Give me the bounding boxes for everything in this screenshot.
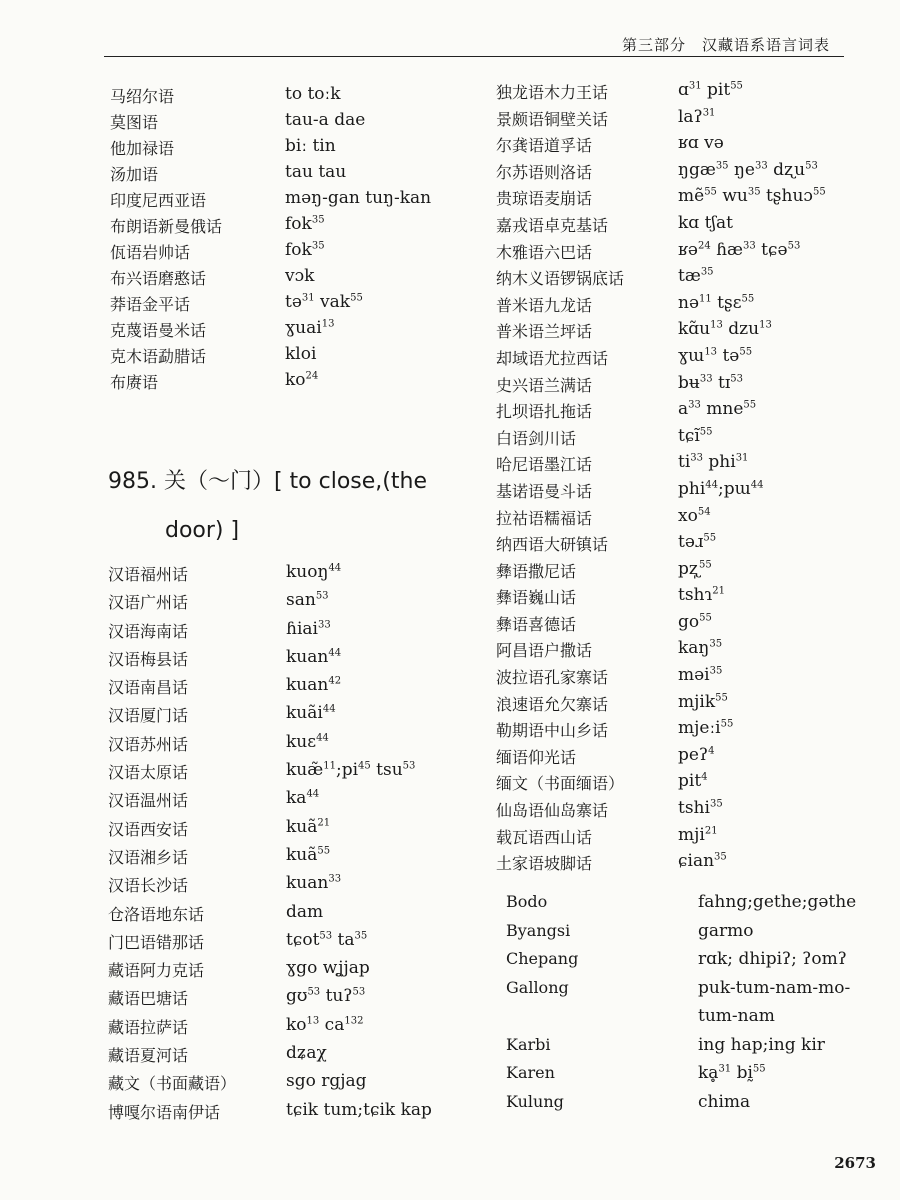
entry-row [496, 506, 856, 533]
language-name: 克蔑语曼米话 [110, 321, 207, 340]
entry-row [496, 532, 856, 559]
entry-row [108, 619, 448, 647]
entry-row [110, 370, 440, 396]
word-form: tɕik tum;tɕik kap [286, 1099, 432, 1120]
word-form: ing hap;ing kir [698, 1034, 825, 1055]
entry-row [506, 1063, 856, 1092]
word-form: $kɑ̃u^{13}$ dzu$^{13}$ [678, 319, 772, 340]
word-form: to toːk [285, 84, 341, 104]
entry-row [108, 647, 448, 675]
entry-row [506, 1006, 856, 1035]
entry-row [108, 1043, 448, 1071]
language-name: 木雅语六巴话 [496, 242, 593, 262]
language-name: 印度尼西亚语 [110, 191, 207, 210]
language-name: 汉语温州话 [108, 791, 189, 811]
word-form: ʁə$^{24}$ ɦæ$^{33}$ tɕə$^{53}$ [678, 239, 801, 260]
entry-row [496, 559, 856, 586]
word-form: məŋ-gan tuŋ-kan [285, 188, 432, 208]
language-name: 汉语南昌话 [108, 678, 189, 698]
entry-row [496, 798, 856, 825]
entry-row [496, 718, 856, 745]
entry-row [108, 986, 448, 1014]
entry-row [496, 585, 856, 612]
entry-row [108, 732, 448, 760]
word-form: puk-tum-nam-mo- [698, 977, 851, 998]
language-name: 克木语勐腊话 [110, 347, 207, 366]
language-name: 汉语海南话 [108, 621, 189, 641]
word-form: kaŋ$^{35}$ [678, 638, 723, 659]
language-name: 普米语九龙话 [496, 295, 593, 315]
right-list [496, 80, 856, 878]
left-top-list [110, 84, 440, 396]
word-form: $ti^{33}$ phi$^{31}$ [678, 452, 749, 473]
entry-row [506, 1035, 856, 1064]
word-form: kḁ$^{31}$ bḭ$^{55}$ [698, 1063, 766, 1083]
language-name: 史兴语兰满话 [496, 375, 593, 395]
language-name: 嘉戎语卓克基话 [496, 215, 609, 235]
word-form: fok$^{35}$ [285, 240, 325, 260]
entry-heading-continued: door) ] [165, 518, 240, 543]
entry-row [496, 851, 856, 878]
entry-row [110, 214, 440, 240]
word-form: tə$^{31}$ vak$^{55}$ [285, 292, 363, 312]
word-form: nə$^{11}$ tʂɛ$^{55}$ [678, 292, 755, 313]
entry-row [496, 319, 856, 346]
word-form: kuãi$^{44}$ [286, 703, 336, 724]
word-form: phi$^{44}$;pɯ$^{44}$ [678, 478, 764, 499]
language-name: 基诺语曼斗话 [496, 481, 593, 501]
language-name: 纳西语大研镇话 [496, 535, 609, 555]
word-form: tɕĩ$^{55}$ [678, 425, 713, 446]
entry-row [110, 292, 440, 318]
entry-row [110, 84, 440, 110]
word-form: ɦiai$^{33}$ [286, 618, 331, 639]
word-form: mji$^{21}$ [678, 824, 718, 845]
language-name: 藏语夏河话 [108, 1046, 189, 1066]
entry-row [506, 1092, 856, 1121]
entry-row [496, 692, 856, 719]
language-name: Karbi [506, 1034, 551, 1054]
word-form: bʉ$^{33}$ tɪ$^{53}$ [678, 372, 743, 393]
entry-row [496, 612, 856, 639]
entry-row [108, 1100, 448, 1128]
language-name: 布赓语 [110, 373, 159, 392]
word-form: $ko^{24}$ [285, 370, 319, 390]
entry-row [496, 160, 856, 187]
word-form: kuã$^{55}$ [286, 844, 331, 865]
language-name: 汉语湘乡话 [108, 847, 189, 867]
word-form: tshi$^{35}$ [678, 798, 723, 819]
word-form: dʑaχ [286, 1043, 327, 1064]
language-name: 藏文（书面藏语） [108, 1074, 237, 1094]
language-name: 浪速语允欠寨话 [496, 694, 609, 714]
language-name: 载瓦语西山话 [496, 827, 593, 847]
word-form: laʔ$^{31}$ [678, 106, 716, 127]
language-name: 汤加语 [110, 165, 159, 184]
word-form: ɣgo wʝjap [286, 958, 370, 979]
word-form: garmo [698, 920, 754, 941]
word-form: fok$^{35}$ [285, 214, 325, 234]
entry-row [108, 958, 448, 986]
entry-row [506, 949, 856, 978]
language-name: 扎坝语扎拖话 [496, 402, 593, 422]
entry-row [496, 426, 856, 453]
word-form: sgo rgjag [286, 1071, 367, 1092]
word-form: fahng;gethe;gəthe [698, 892, 857, 912]
language-name: 博嘎尔语南伊话 [108, 1102, 221, 1122]
entry-row [108, 845, 448, 873]
word-form: vɔk [285, 266, 315, 286]
word-form: məi$^{35}$ [678, 665, 723, 686]
entry-row [110, 240, 440, 266]
word-form: pit$^4$ [678, 771, 708, 792]
right-latin-list [506, 892, 856, 1120]
language-name: 独龙语木力王话 [496, 83, 609, 102]
entry-row [110, 136, 440, 162]
language-name: 汉语厦门话 [108, 706, 189, 726]
language-name: 莫图语 [110, 113, 159, 132]
word-form: $go^{55}$ [678, 611, 712, 632]
entry-row [108, 675, 448, 703]
word-form: $tæ^{35}$ [678, 266, 714, 287]
language-name: 藏语阿力克话 [108, 961, 205, 981]
language-name: 阿昌语户撒话 [496, 641, 593, 661]
word-form: kuan$^{33}$ [286, 873, 342, 894]
word-form: ɑ$^{31}$ pit$^{55}$ [678, 80, 743, 100]
entry-row [496, 293, 856, 320]
word-form: tau-a dae [285, 110, 366, 130]
entry-row [108, 1071, 448, 1099]
page-number: 2673 [834, 1154, 876, 1172]
entry-row [496, 80, 856, 107]
language-name: 景颇语铜壁关话 [496, 109, 609, 129]
language-name: 贵琼语麦崩话 [496, 189, 593, 209]
header-rule [104, 56, 844, 57]
word-form: rɑk; dhipiʔ; ʔomʔ [698, 949, 847, 969]
entry-row [108, 703, 448, 731]
entry-row [496, 213, 856, 240]
language-name: 勒期语中山乡话 [496, 721, 609, 741]
word-form: $ka^{44}$ [286, 788, 320, 809]
language-name: 汉语梅县话 [108, 649, 189, 669]
language-name: 汉语福州话 [108, 565, 189, 584]
language-name: 汉语西安话 [108, 819, 189, 839]
entry-row [506, 921, 856, 950]
word-form: kloi [285, 344, 317, 364]
entry-row [496, 479, 856, 506]
language-name: 布朗语新曼俄话 [110, 217, 223, 236]
entry-row [506, 978, 856, 1007]
language-name: 汉语太原话 [108, 763, 189, 783]
language-name: Chepang [506, 949, 579, 968]
language-name: Kulung [506, 1091, 564, 1111]
entry-row [496, 133, 856, 160]
entry-row [108, 873, 448, 901]
word-form: pʐ̩$^{55}$ [678, 558, 712, 579]
entry-row [496, 825, 856, 852]
entry-row [496, 665, 856, 692]
entry-row [506, 892, 856, 921]
language-name: 他加禄语 [110, 139, 175, 158]
entry-row [496, 186, 856, 213]
word-form: kuɛ$^{44}$ [286, 731, 329, 752]
entry-row [108, 760, 448, 788]
language-name: 莽语金平话 [110, 295, 191, 314]
word-form: mẽ$^{55}$ $wu^{35}$ tʂhuɔ$^{55}$ [678, 186, 826, 207]
language-name: Bodo [506, 892, 548, 911]
entry-row [496, 373, 856, 400]
word-form: kɑ tʃat [678, 212, 734, 233]
entry-row [496, 107, 856, 134]
language-name: 仓洛语地东话 [108, 904, 205, 924]
word-form: kuã$^{21}$ [286, 816, 331, 837]
entry-row [108, 562, 448, 590]
language-name: 缅语仰光话 [496, 747, 577, 767]
word-form: $kuæ̃^{11};pi^{45}$ tsu$^{53}$ [286, 760, 416, 781]
entry-row [108, 590, 448, 618]
word-form: ɕian$^{35}$ [678, 851, 727, 872]
entry-row [496, 266, 856, 293]
entry-row [496, 638, 856, 665]
entry-row [110, 110, 440, 136]
word-form: ŋgæ$^{35}$ $ŋe^{33}$ dʐu$^{53}$ [678, 159, 818, 180]
entry-row [108, 1015, 448, 1043]
word-form: ɣuai$^{13}$ [285, 318, 335, 338]
language-name: 汉语广州话 [108, 593, 189, 613]
language-name: 门巴语错那话 [108, 932, 205, 952]
entry-row [110, 344, 440, 370]
language-name: Karen [506, 1063, 555, 1082]
language-name: 彝语撒尼话 [496, 561, 577, 581]
word-form: tɕot$^{53}$ $ta^{35}$ [286, 929, 368, 950]
word-form: mjik$^{55}$ [678, 691, 728, 712]
entry-row [496, 240, 856, 267]
word-form: san$^{53}$ [286, 590, 329, 611]
word-form: chima [698, 1091, 751, 1112]
running-header: 第三部分 汉藏语系语言词表 [621, 36, 830, 54]
language-name: 藏语巴塘话 [108, 989, 189, 1009]
entry-row [110, 188, 440, 214]
language-name: 彝语巍山话 [496, 588, 577, 608]
language-name: 普米语兰坪话 [496, 322, 593, 342]
entry-row [108, 902, 448, 930]
word-form: kuan$^{42}$ [286, 675, 342, 696]
language-name: 马绍尔语 [110, 87, 175, 106]
entry-row [496, 771, 856, 798]
word-form: $ko^{13}$ $ca^{132}$ [286, 1014, 364, 1035]
entry-row [110, 318, 440, 344]
language-name: 藏语拉萨话 [108, 1017, 189, 1037]
entry-row [496, 399, 856, 426]
entry-heading: 985. 关（～门）[ to close,(the [108, 469, 427, 494]
entry-row [108, 930, 448, 958]
language-name: 尔苏语则洛话 [496, 162, 593, 182]
entry-row [496, 745, 856, 772]
word-form: dam [286, 901, 324, 922]
language-name: Gallong [506, 977, 569, 997]
word-form: tshɿ$^{21}$ [678, 585, 725, 606]
word-form: peʔ$^4$ [678, 744, 715, 765]
language-name: 布兴语磨憨话 [110, 269, 207, 288]
language-name: 波拉语孔家寨话 [496, 668, 609, 688]
word-form: tau tau [285, 162, 347, 182]
language-name: 白语剑川话 [496, 428, 577, 448]
word-form: $xo^{54}$ [678, 505, 711, 526]
language-name: Byangsi [506, 920, 571, 940]
entry-row [108, 788, 448, 816]
word-form: təɹ$^{55}$ [678, 532, 717, 553]
language-name: 哈尼语墨江话 [496, 455, 593, 475]
word-form: tum-nam [698, 1006, 775, 1026]
word-form: gʊ$^{53}$ tuʔ$^{53}$ [286, 986, 366, 1007]
language-name: 土家语坡脚话 [496, 854, 593, 874]
language-name: 汉语苏州话 [108, 734, 189, 754]
entry-row [496, 346, 856, 373]
entry-row [110, 162, 440, 188]
language-name: 彝语喜德话 [496, 614, 577, 634]
entry-row [110, 266, 440, 292]
word-form: ʁɑ və [678, 133, 724, 154]
language-name: 尔龚语道孚话 [496, 136, 593, 156]
language-name: 纳木义语锣锅底话 [496, 269, 625, 289]
word-form: ɣɯ$^{13}$ tə$^{55}$ [678, 345, 753, 366]
language-name: 拉祜语糯福话 [496, 508, 593, 528]
word-form: biː tin [285, 136, 336, 156]
entry-row [108, 817, 448, 845]
language-name: 汉语长沙话 [108, 876, 189, 896]
language-name: 仙岛语仙岛寨话 [496, 801, 609, 821]
language-name: 佤语岩帅话 [110, 243, 191, 262]
word-form: $a^{33}$ mne$^{55}$ [678, 399, 757, 420]
left-bottom-list [108, 562, 448, 1128]
language-name: 缅文（书面缅语） [496, 774, 625, 794]
word-form: mjeːi$^{55}$ [678, 718, 734, 739]
word-form: kuoŋ$^{44}$ [286, 562, 342, 582]
word-form: kuan$^{44}$ [286, 646, 342, 667]
entry-row [496, 452, 856, 479]
language-name: 却域语尤拉西话 [496, 348, 609, 368]
